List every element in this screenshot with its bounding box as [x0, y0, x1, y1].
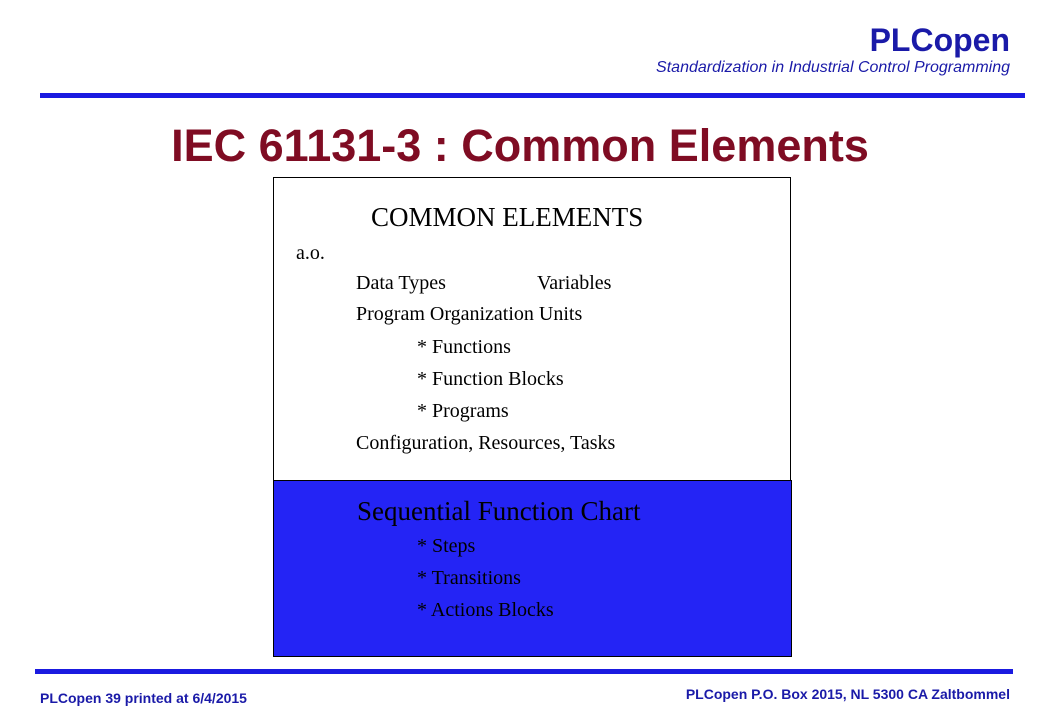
transitions-item: * Transitions [417, 567, 521, 589]
sfc-heading: Sequential Function Chart [357, 496, 641, 526]
bottom-divider [35, 669, 1013, 674]
programs-item: * Programs [417, 400, 509, 422]
footer-address: PLCopen P.O. Box 2015, NL 5300 CA Zaltbommel [685, 686, 1010, 702]
configuration-item: Configuration, Resources, Tasks [356, 432, 616, 454]
common-elements-heading: COMMON ELEMENTS [371, 202, 644, 232]
sfc-box [273, 480, 792, 657]
steps-item: * Steps [417, 535, 476, 557]
brand-tagline: Standardization in Industrial Control Programming [656, 59, 1010, 76]
pou-item: Program Organization Units [356, 303, 583, 325]
function-blocks-item: * Function Blocks [417, 368, 564, 390]
data-types-item: Data Types [356, 272, 446, 294]
common-elements-box [273, 177, 791, 481]
slide-title: IEC 61131-3 : Common Elements [171, 120, 869, 171]
top-divider [40, 93, 1025, 98]
footer-page-info: PLCopen 39 printed at 6/4/2015 [40, 690, 247, 706]
variables-item: Variables [537, 272, 612, 294]
ao-label: a.o. [296, 242, 325, 264]
brand-block [610, 22, 1010, 78]
functions-item: * Functions [417, 336, 511, 358]
actions-blocks-item: * Actions Blocks [417, 599, 554, 621]
brand-name: PLCopen [869, 22, 1010, 58]
